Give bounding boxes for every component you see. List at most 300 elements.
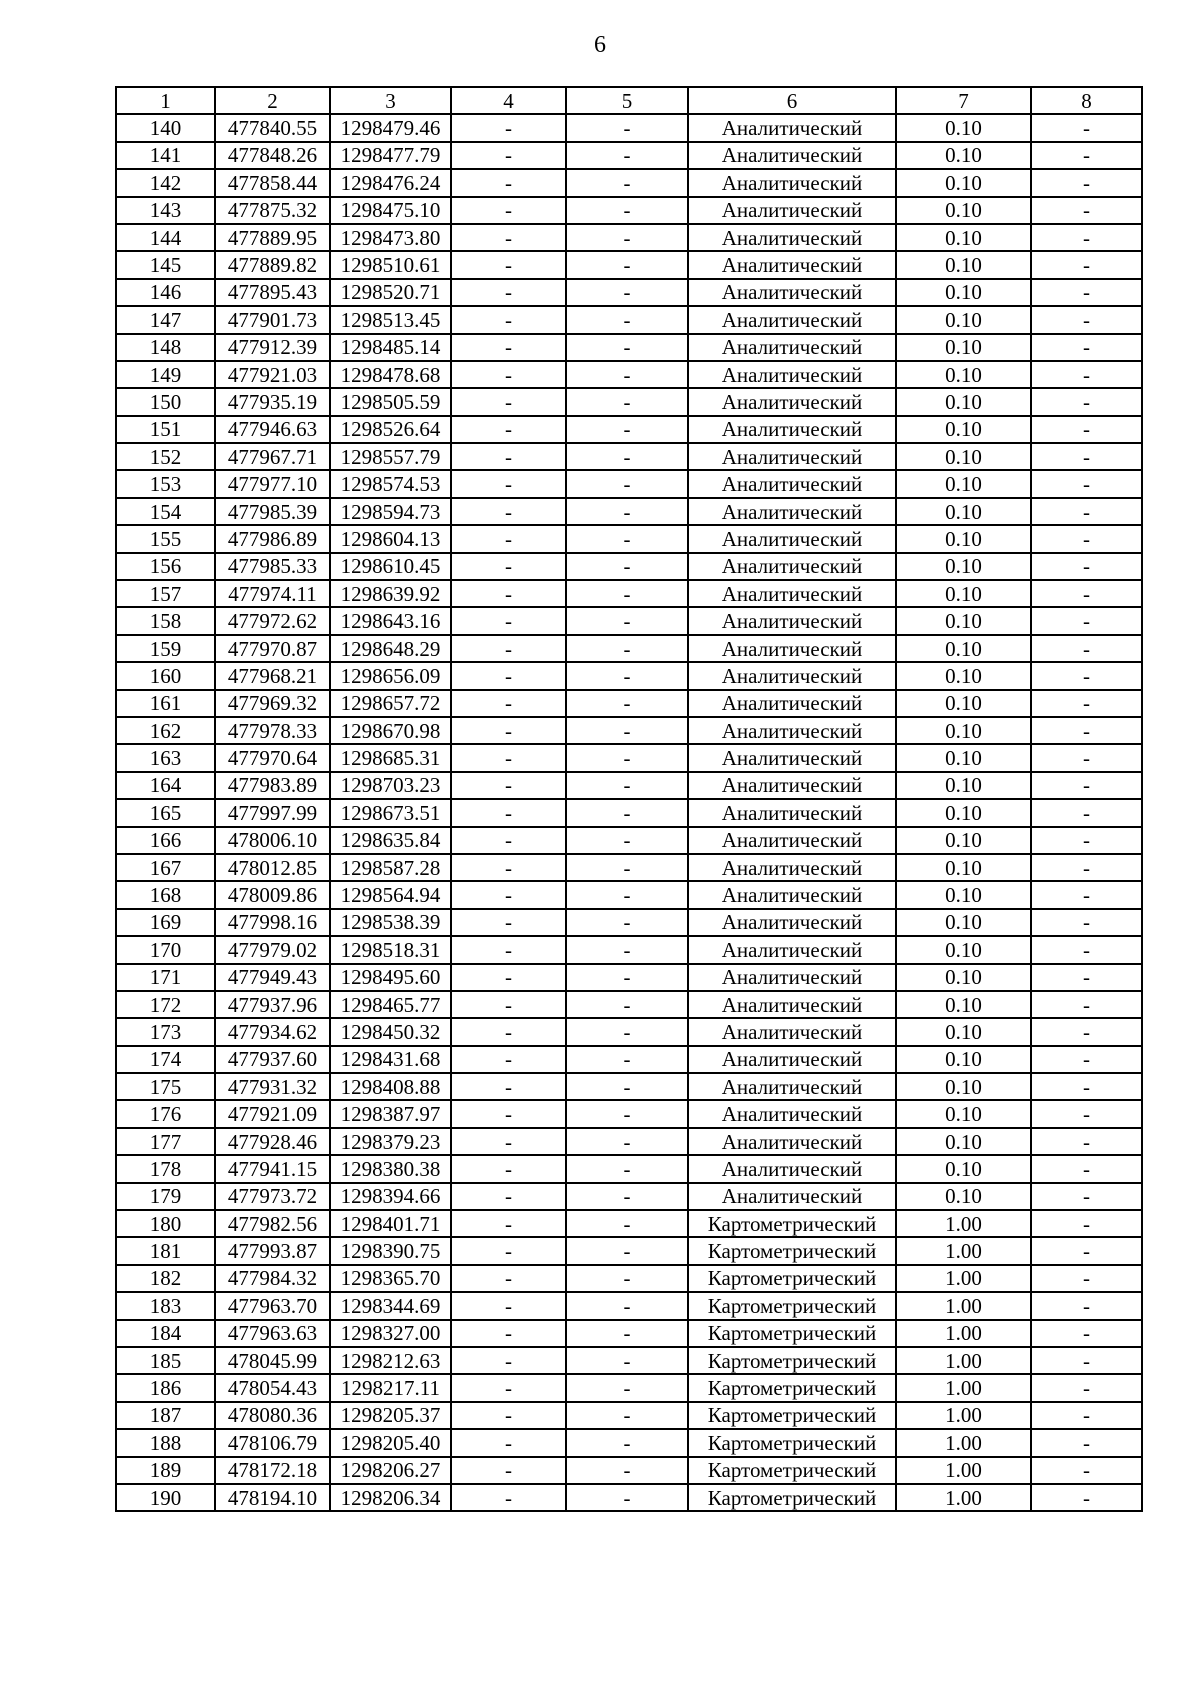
table-row [116,744,1142,771]
cell-point-number: 170 [116,936,215,963]
cell-x-coordinate: 477974.11 [215,580,330,607]
cell-col-5: - [566,580,688,607]
cell-col-4: - [451,279,566,306]
cell-x-coordinate: 477941.15 [215,1155,330,1182]
cell-y-coordinate: 1298594.73 [330,498,451,525]
cell-point-number: 168 [116,881,215,908]
cell-col-4: - [451,416,566,443]
table-row [116,1429,1142,1456]
cell-accuracy: 0.10 [896,553,1031,580]
cell-x-coordinate: 477901.73 [215,306,330,333]
cell-point-number: 162 [116,717,215,744]
cell-x-coordinate: 477982.56 [215,1210,330,1237]
cell-method: Аналитический [688,1018,896,1045]
cell-col-8: - [1031,443,1142,470]
cell-x-coordinate: 477963.63 [215,1320,330,1347]
cell-y-coordinate: 1298431.68 [330,1046,451,1073]
table-row [116,827,1142,854]
cell-col-8: - [1031,964,1142,991]
cell-col-4: - [451,1210,566,1237]
cell-point-number: 141 [116,142,215,169]
cell-accuracy: 0.10 [896,717,1031,744]
cell-col-8: - [1031,251,1142,278]
cell-accuracy: 0.10 [896,416,1031,443]
cell-col-8: - [1031,1073,1142,1100]
cell-method: Аналитический [688,416,896,443]
cell-y-coordinate: 1298475.10 [330,197,451,224]
cell-col-8: - [1031,114,1142,141]
table-row [116,607,1142,634]
cell-point-number: 189 [116,1457,215,1484]
cell-accuracy: 0.10 [896,772,1031,799]
cell-col-5: - [566,416,688,443]
cell-accuracy: 0.10 [896,142,1031,169]
cell-x-coordinate: 477969.32 [215,690,330,717]
cell-col-5: - [566,525,688,552]
cell-col-4: - [451,854,566,881]
cell-method: Аналитический [688,1183,896,1210]
cell-col-8: - [1031,1484,1142,1511]
cell-method: Аналитический [688,142,896,169]
cell-col-5: - [566,251,688,278]
cell-col-8: - [1031,717,1142,744]
cell-x-coordinate: 477972.62 [215,607,330,634]
cell-col-8: - [1031,470,1142,497]
cell-col-5: - [566,881,688,908]
cell-col-8: - [1031,909,1142,936]
cell-col-8: - [1031,334,1142,361]
cell-col-4: - [451,1429,566,1456]
cell-method: Аналитический [688,717,896,744]
cell-point-number: 185 [116,1347,215,1374]
cell-accuracy: 0.10 [896,1128,1031,1155]
table-row [116,1155,1142,1182]
table-row [116,197,1142,224]
cell-col-5: - [566,607,688,634]
cell-col-4: - [451,443,566,470]
cell-col-4: - [451,881,566,908]
cell-y-coordinate: 1298473.80 [330,224,451,251]
cell-method: Картометрический [688,1402,896,1429]
cell-col-5: - [566,142,688,169]
cell-method: Аналитический [688,114,896,141]
cell-y-coordinate: 1298479.46 [330,114,451,141]
cell-accuracy: 0.10 [896,662,1031,689]
cell-y-coordinate: 1298408.88 [330,1073,451,1100]
cell-method: Аналитический [688,964,896,991]
cell-col-4: - [451,991,566,1018]
cell-method: Картометрический [688,1292,896,1319]
table-row [116,1183,1142,1210]
cell-point-number: 151 [116,416,215,443]
table-row [116,553,1142,580]
cell-accuracy: 1.00 [896,1402,1031,1429]
cell-method: Аналитический [688,690,896,717]
cell-y-coordinate: 1298401.71 [330,1210,451,1237]
cell-col-8: - [1031,1155,1142,1182]
cell-method: Аналитический [688,827,896,854]
cell-col-8: - [1031,991,1142,1018]
cell-x-coordinate: 477935.19 [215,388,330,415]
cell-point-number: 153 [116,470,215,497]
cell-x-coordinate: 477979.02 [215,936,330,963]
cell-col-8: - [1031,1183,1142,1210]
cell-point-number: 181 [116,1237,215,1264]
cell-point-number: 159 [116,635,215,662]
cell-method: Аналитический [688,580,896,607]
cell-x-coordinate: 477967.71 [215,443,330,470]
cell-col-8: - [1031,881,1142,908]
table-row [116,881,1142,908]
cell-x-coordinate: 477985.33 [215,553,330,580]
cell-col-8: - [1031,662,1142,689]
cell-x-coordinate: 477984.32 [215,1265,330,1292]
cell-col-4: - [451,1265,566,1292]
cell-col-4: - [451,690,566,717]
cell-x-coordinate: 478009.86 [215,881,330,908]
cell-x-coordinate: 477946.63 [215,416,330,443]
cell-col-5: - [566,1155,688,1182]
table-row [116,443,1142,470]
cell-point-number: 182 [116,1265,215,1292]
cell-point-number: 179 [116,1183,215,1210]
cell-x-coordinate: 477970.87 [215,635,330,662]
cell-point-number: 175 [116,1073,215,1100]
cell-method: Картометрический [688,1265,896,1292]
cell-accuracy: 1.00 [896,1237,1031,1264]
cell-col-5: - [566,1484,688,1511]
cell-x-coordinate: 477848.26 [215,142,330,169]
table-row [116,361,1142,388]
cell-y-coordinate: 1298685.31 [330,744,451,771]
cell-y-coordinate: 1298518.31 [330,936,451,963]
cell-method: Аналитический [688,306,896,333]
cell-accuracy: 0.10 [896,443,1031,470]
cell-x-coordinate: 478194.10 [215,1484,330,1511]
cell-col-4: - [451,1155,566,1182]
cell-col-4: - [451,1484,566,1511]
cell-col-5: - [566,964,688,991]
cell-col-8: - [1031,1320,1142,1347]
cell-col-5: - [566,1265,688,1292]
cell-y-coordinate: 1298635.84 [330,827,451,854]
cell-method: Аналитический [688,1073,896,1100]
cell-col-5: - [566,1292,688,1319]
cell-y-coordinate: 1298478.68 [330,361,451,388]
cell-x-coordinate: 477928.46 [215,1128,330,1155]
table-row [116,251,1142,278]
cell-y-coordinate: 1298212.63 [330,1347,451,1374]
cell-x-coordinate: 478172.18 [215,1457,330,1484]
cell-col-4: - [451,799,566,826]
cell-y-coordinate: 1298390.75 [330,1237,451,1264]
cell-accuracy: 0.10 [896,224,1031,251]
cell-col-4: - [451,1402,566,1429]
cell-col-4: - [451,936,566,963]
cell-x-coordinate: 478006.10 [215,827,330,854]
cell-point-number: 188 [116,1429,215,1456]
cell-col-4: - [451,717,566,744]
cell-accuracy: 0.10 [896,251,1031,278]
cell-col-8: - [1031,224,1142,251]
cell-point-number: 171 [116,964,215,991]
cell-point-number: 186 [116,1374,215,1401]
cell-accuracy: 1.00 [896,1457,1031,1484]
cell-accuracy: 1.00 [896,1320,1031,1347]
cell-y-coordinate: 1298656.09 [330,662,451,689]
cell-col-5: - [566,991,688,1018]
cell-col-8: - [1031,1128,1142,1155]
table-row [116,334,1142,361]
cell-accuracy: 0.10 [896,964,1031,991]
cell-col-5: - [566,1046,688,1073]
cell-y-coordinate: 1298648.29 [330,635,451,662]
cell-method: Аналитический [688,443,896,470]
table-row [116,936,1142,963]
table-row [116,224,1142,251]
cell-y-coordinate: 1298485.14 [330,334,451,361]
cell-col-5: - [566,169,688,196]
cell-point-number: 190 [116,1484,215,1511]
cell-accuracy: 0.10 [896,525,1031,552]
cell-col-5: - [566,279,688,306]
cell-col-5: - [566,470,688,497]
cell-col-5: - [566,772,688,799]
table-row [116,1210,1142,1237]
cell-col-5: - [566,224,688,251]
table-row [116,1237,1142,1264]
cell-col-8: - [1031,388,1142,415]
cell-y-coordinate: 1298205.40 [330,1429,451,1456]
cell-col-8: - [1031,744,1142,771]
cell-point-number: 145 [116,251,215,278]
cell-x-coordinate: 477983.89 [215,772,330,799]
table-row [116,388,1142,415]
table-row [116,498,1142,525]
cell-accuracy: 0.10 [896,169,1031,196]
cell-col-8: - [1031,1046,1142,1073]
cell-y-coordinate: 1298520.71 [330,279,451,306]
cell-col-4: - [451,388,566,415]
cell-accuracy: 0.10 [896,1073,1031,1100]
cell-col-5: - [566,690,688,717]
column-header-6: 6 [688,87,896,114]
cell-method: Аналитический [688,525,896,552]
cell-col-8: - [1031,1210,1142,1237]
cell-accuracy: 1.00 [896,1429,1031,1456]
cell-method: Аналитический [688,553,896,580]
cell-accuracy: 0.10 [896,799,1031,826]
cell-x-coordinate: 477921.09 [215,1100,330,1127]
table-row [116,1402,1142,1429]
cell-method: Аналитический [688,1155,896,1182]
cell-col-8: - [1031,1347,1142,1374]
cell-col-5: - [566,827,688,854]
cell-col-8: - [1031,416,1142,443]
cell-method: Аналитический [688,744,896,771]
cell-y-coordinate: 1298639.92 [330,580,451,607]
cell-y-coordinate: 1298344.69 [330,1292,451,1319]
cell-col-8: - [1031,142,1142,169]
cell-y-coordinate: 1298670.98 [330,717,451,744]
cell-col-5: - [566,1073,688,1100]
cell-method: Картометрический [688,1237,896,1264]
cell-method: Аналитический [688,251,896,278]
cell-col-5: - [566,1237,688,1264]
cell-accuracy: 0.10 [896,854,1031,881]
cell-method: Аналитический [688,334,896,361]
cell-accuracy: 0.10 [896,936,1031,963]
cell-x-coordinate: 477921.03 [215,361,330,388]
cell-x-coordinate: 478054.43 [215,1374,330,1401]
cell-col-4: - [451,744,566,771]
cell-point-number: 176 [116,1100,215,1127]
cell-col-8: - [1031,936,1142,963]
cell-x-coordinate: 477970.64 [215,744,330,771]
cell-method: Аналитический [688,388,896,415]
cell-point-number: 148 [116,334,215,361]
cell-point-number: 166 [116,827,215,854]
cell-col-4: - [451,662,566,689]
table-row [116,909,1142,936]
cell-accuracy: 0.10 [896,1155,1031,1182]
cell-col-5: - [566,909,688,936]
cell-col-4: - [451,1018,566,1045]
table-row [116,306,1142,333]
cell-col-4: - [451,169,566,196]
cell-col-8: - [1031,827,1142,854]
cell-method: Аналитический [688,635,896,662]
cell-col-5: - [566,717,688,744]
cell-col-4: - [451,334,566,361]
cell-method: Аналитический [688,607,896,634]
page-number: 6 [594,32,606,58]
cell-method: Аналитический [688,854,896,881]
cell-method: Аналитический [688,662,896,689]
cell-x-coordinate: 477997.99 [215,799,330,826]
cell-accuracy: 1.00 [896,1292,1031,1319]
cell-col-8: - [1031,1429,1142,1456]
cell-y-coordinate: 1298526.64 [330,416,451,443]
cell-accuracy: 0.10 [896,1018,1031,1045]
cell-point-number: 156 [116,553,215,580]
cell-method: Аналитический [688,909,896,936]
cell-x-coordinate: 477993.87 [215,1237,330,1264]
cell-point-number: 173 [116,1018,215,1045]
table-header [116,87,1142,114]
cell-method: Картометрический [688,1429,896,1456]
cell-col-4: - [451,1046,566,1073]
cell-y-coordinate: 1298387.97 [330,1100,451,1127]
cell-col-4: - [451,1320,566,1347]
column-header-8: 8 [1031,87,1142,114]
cell-accuracy: 0.10 [896,607,1031,634]
coordinates-table [115,86,1143,1512]
cell-y-coordinate: 1298610.45 [330,553,451,580]
cell-point-number: 142 [116,169,215,196]
cell-x-coordinate: 477963.70 [215,1292,330,1319]
cell-accuracy: 0.10 [896,690,1031,717]
cell-col-5: - [566,936,688,963]
cell-y-coordinate: 1298206.27 [330,1457,451,1484]
cell-col-5: - [566,1018,688,1045]
cell-method: Аналитический [688,772,896,799]
cell-x-coordinate: 477985.39 [215,498,330,525]
cell-col-4: - [451,1347,566,1374]
table-row [116,279,1142,306]
cell-col-5: - [566,1210,688,1237]
cell-accuracy: 0.10 [896,1046,1031,1073]
cell-col-5: - [566,635,688,662]
cell-point-number: 144 [116,224,215,251]
cell-accuracy: 0.10 [896,279,1031,306]
cell-col-4: - [451,772,566,799]
table-row [116,1046,1142,1073]
table-body [116,114,1142,1511]
cell-accuracy: 0.10 [896,827,1031,854]
cell-x-coordinate: 477949.43 [215,964,330,991]
cell-point-number: 160 [116,662,215,689]
cell-point-number: 146 [116,279,215,306]
cell-col-4: - [451,827,566,854]
cell-accuracy: 0.10 [896,635,1031,662]
cell-y-coordinate: 1298327.00 [330,1320,451,1347]
cell-col-5: - [566,1374,688,1401]
header-row [116,87,1142,114]
cell-col-4: - [451,1237,566,1264]
cell-col-4: - [451,964,566,991]
column-header-7: 7 [896,87,1031,114]
cell-method: Аналитический [688,1100,896,1127]
cell-col-8: - [1031,1237,1142,1264]
cell-x-coordinate: 477937.96 [215,991,330,1018]
cell-y-coordinate: 1298495.60 [330,964,451,991]
cell-col-4: - [451,306,566,333]
column-header-2: 2 [215,87,330,114]
cell-method: Картометрический [688,1210,896,1237]
cell-y-coordinate: 1298703.23 [330,772,451,799]
cell-y-coordinate: 1298557.79 [330,443,451,470]
cell-accuracy: 0.10 [896,306,1031,333]
cell-y-coordinate: 1298379.23 [330,1128,451,1155]
cell-x-coordinate: 477934.62 [215,1018,330,1045]
cell-method: Аналитический [688,279,896,306]
cell-col-4: - [451,1374,566,1401]
cell-x-coordinate: 477895.43 [215,279,330,306]
cell-col-4: - [451,142,566,169]
table-row [116,635,1142,662]
cell-y-coordinate: 1298477.79 [330,142,451,169]
cell-col-4: - [451,607,566,634]
cell-point-number: 158 [116,607,215,634]
cell-col-4: - [451,224,566,251]
cell-point-number: 152 [116,443,215,470]
cell-col-5: - [566,662,688,689]
cell-col-8: - [1031,306,1142,333]
table-row [116,964,1142,991]
cell-y-coordinate: 1298394.66 [330,1183,451,1210]
cell-col-4: - [451,1073,566,1100]
cell-col-5: - [566,553,688,580]
cell-method: Аналитический [688,1046,896,1073]
cell-point-number: 174 [116,1046,215,1073]
cell-col-4: - [451,525,566,552]
table-row [116,1265,1142,1292]
cell-col-8: - [1031,1457,1142,1484]
cell-point-number: 155 [116,525,215,552]
cell-col-4: - [451,553,566,580]
table-row [116,1128,1142,1155]
